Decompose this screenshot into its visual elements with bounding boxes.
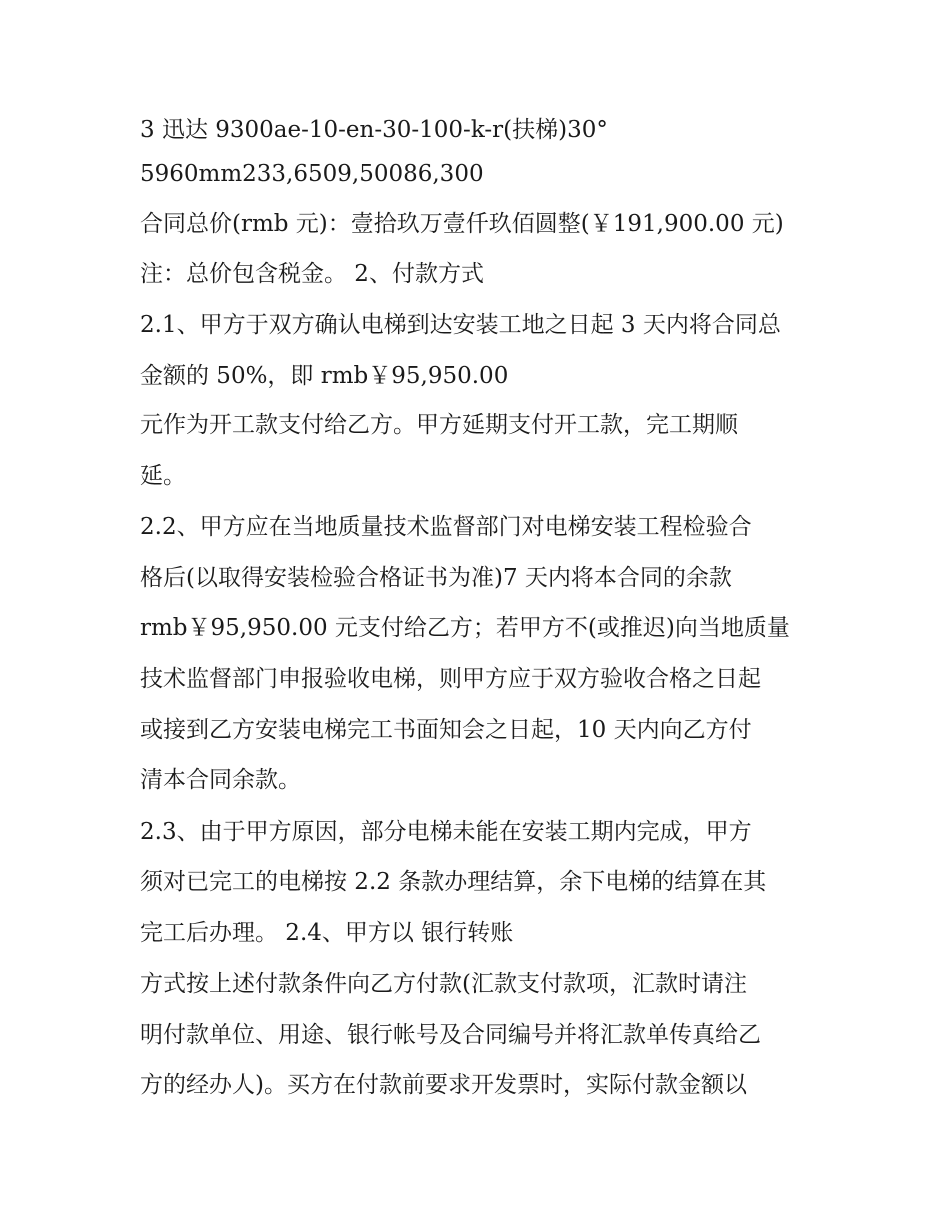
clause-2-4-line: 完工后办理。 2.4、甲方以 银行转账 [140,920,514,946]
clause-2-4-line: 方式按上述付款条件向乙方付款(汇款支付款项，汇款时请注 [140,971,747,997]
clause-2-3-line: 须对已完工的电梯按 2.2 条款办理结算，余下电梯的结算在其 [140,869,767,895]
clause-2-2-line: 清本合同余款。 [140,767,301,793]
text-line-item-line: 3 迅达 9300ae-10-en-30-100-k-r(扶梯)30° [140,117,608,143]
clause-2-2-line: 格后(以取得安装检验合格证书为准)7 天内将本合同的余款 [140,565,732,591]
clause-2-2-line: 技术监督部门申报验收电梯，则甲方应于双方验收合格之日起 [140,666,761,692]
clause-2-3-line: 2.3、由于甲方原因，部分电梯未能在安装工期内完成，甲方 [140,819,752,845]
clause-2-4-line: 明付款单位、用途、银行帐号及合同编号并将汇款单传真给乙 [140,1022,761,1048]
clause-2-1-line: 元作为开工款支付给乙方。甲方延期支付开工款，完工期顺 [140,412,738,438]
clause-2-4-line: 方的经办人)。买方在付款前要求开发票时，实际付款金额以 [140,1072,747,1098]
clause-2-1-line: 2.1、甲方于双方确认电梯到达安装工地之日起 3 天内将合同总 [140,312,781,338]
total-price-line: 合同总价(rmb 元)：壹拾玖万壹仟玖佰圆整(￥191,900.00 元) [140,211,784,237]
clause-2-2-line: rmb￥95,950.00 元支付给乙方；若甲方不(或推迟)向当地质量 [140,615,790,641]
clause-2-2-line: 或接到乙方安装电梯完工书面知会之日起，10 天内向乙方付 [140,717,752,743]
clause-2-1-line: 延。 [140,463,186,489]
clause-2-2-line: 2.2、甲方应在当地质量技术监督部门对电梯安装工程检验合 [140,514,752,540]
tax-note-line: 注：总价包含税金。 2、付款方式 [140,261,484,287]
text-line-item-line: 5960mm233,6509,50086,300 [140,161,484,187]
clause-2-1-line: 金额的 50%，即 rmb￥95,950.00 [140,363,509,389]
